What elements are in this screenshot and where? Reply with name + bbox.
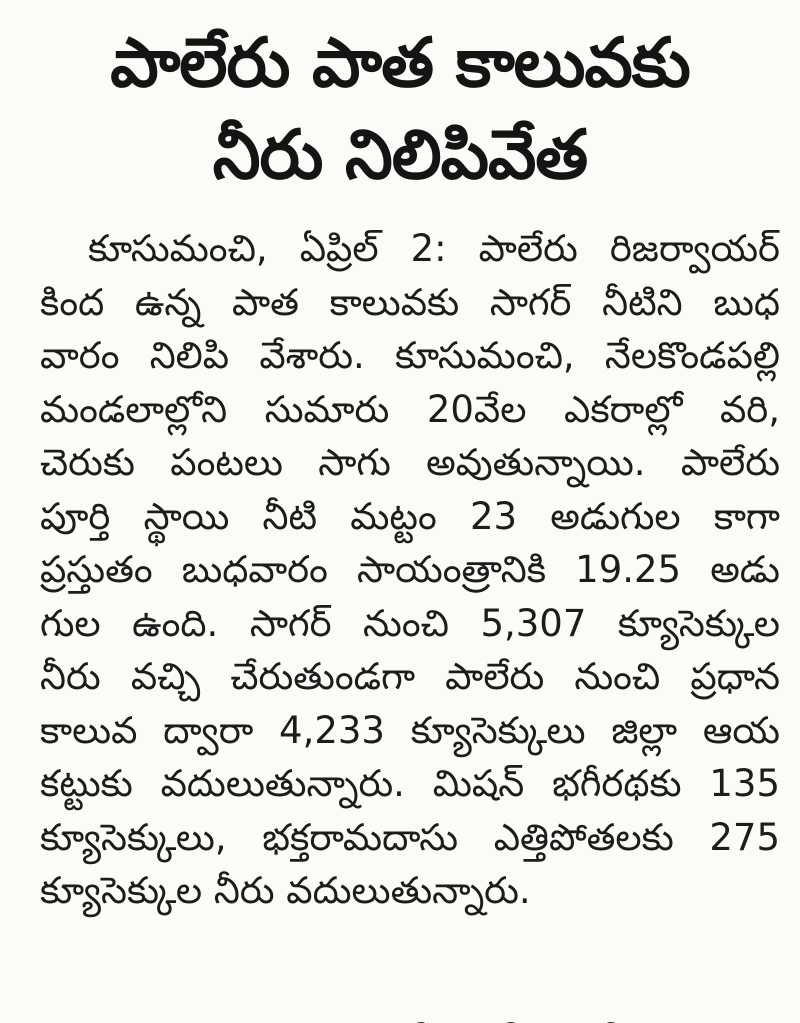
- body-line: కట్టుకు వదులుతున్నారు. మిషన్ భగీరథకు 135: [40, 762, 780, 805]
- body-line: కూసుమంచి, ఏప్రిల్ 2: పాలేరు రిజర్వాయర్: [88, 227, 780, 270]
- body-line: నీరు వచ్చి చేరుతుండగా పాలేరు నుంచి ప్రధాన: [40, 655, 780, 698]
- article-body: [40, 222, 780, 918]
- body-line: కింద ఉన్న పాత కాలువకు సాగర్ నీటిని బుధ: [40, 280, 780, 324]
- body-line: క్యూసెక్కులు, భక్తరామదాసు ఎత్తిపోతలకు 275: [40, 815, 780, 859]
- next-headline-fragment: [390, 1006, 650, 1023]
- body-line: గుల ఉంది. సాగర్ నుంచి 5,307 క్యూసెక్కుల: [40, 601, 780, 645]
- body-line: కాలువ ద్వారా 4,233 క్యూసెక్కులు జిల్లా ఆయ: [40, 708, 780, 752]
- body-line: వారం నిలిపి వేశారు. కూసుమంచి, నేలకొండపల్లి: [40, 334, 780, 377]
- body-line: ప్రస్తుతం బుధవారం సాయంత్రానికి 19.25 అడు: [40, 548, 780, 591]
- headline-line-2: నీరు నిలిపివేత: [212, 116, 588, 195]
- body-line: మండలాల్లోని సుమారు 20వేల ఎకరాల్లో వరి,: [40, 387, 780, 431]
- headline-line-1: పాలేరు పాత కాలువకు: [110, 24, 690, 103]
- body-line: చెరుకు పంటలు సాగు అవుతున్నాయి. పాలేరు: [40, 441, 780, 484]
- body-line: పూర్తి స్థాయి నీటి మట్టం 23 అడుగుల కాగా: [40, 494, 780, 538]
- body-line: క్యూసెక్కుల నీరు వదులుతున్నారు.: [40, 869, 531, 912]
